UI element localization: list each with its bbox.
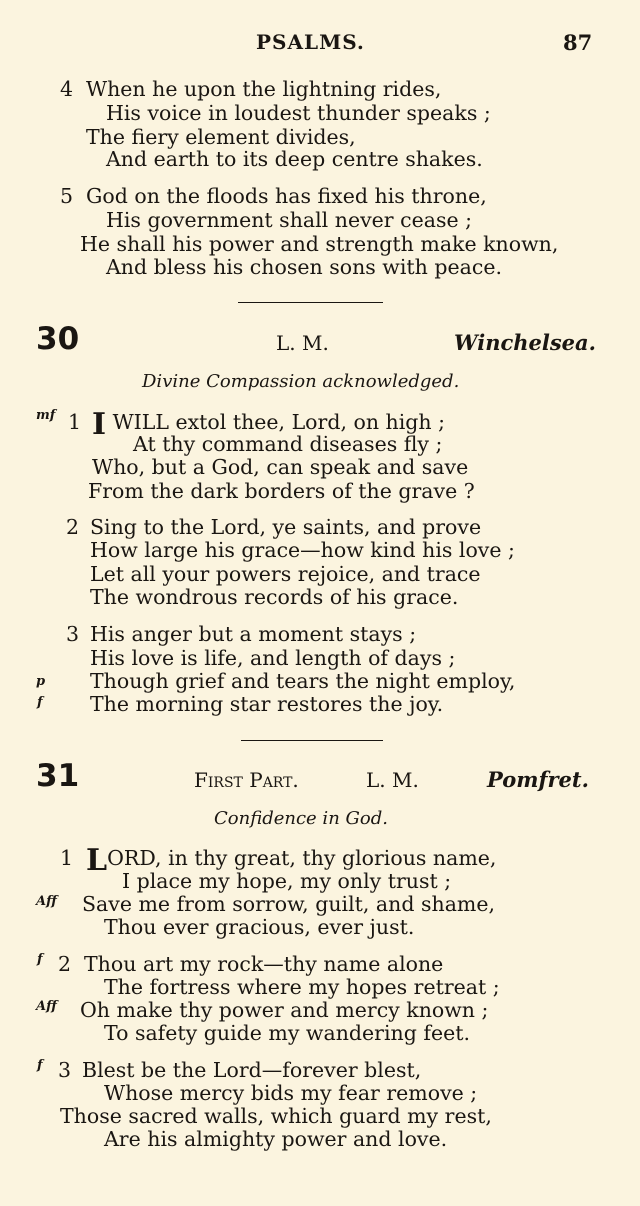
verse-line: His voice in loudest thunder speaks ; [106,101,491,125]
dynamic-marking: Aff [36,999,57,1014]
verse-line: I place my hope, my only trust ; [122,869,452,893]
hymn-subject: Confidence in God. [214,808,388,829]
verse-line: Save me from sorrow, guilt, and shame, [82,892,496,916]
running-title: PSALMS. [256,30,365,54]
verse-number: 2 [58,952,72,976]
verse-line: His government shall never cease ; [106,208,473,232]
verse-line: Thou ever gracious, ever just. [104,915,415,939]
verse-line: And earth to its deep centre shakes. [106,147,483,171]
verse-line: Let all your powers rejoice, and trace [90,562,481,586]
verse-line: His love is life, and length of days ; [90,646,456,670]
verse-number: 2 [66,515,80,539]
verse-line: Blest be the Lord—forever blest, [82,1058,422,1082]
page-header [0,30,640,58]
hymn-meter: L. M. [366,768,419,792]
verse-line: When he upon the lightning rides, [86,77,442,101]
verse-line-first: LORD, in thy great, thy glorious name, [86,843,497,878]
verse-number: 4 [60,77,74,101]
verse-line: His anger but a moment stays ; [90,622,417,646]
verse-number: 1 [60,846,74,870]
verse-line: Are his almighty power and love. [104,1127,448,1151]
verse-number: 1 [68,410,82,434]
section-divider [241,740,383,741]
dynamic-marking: f [37,1058,43,1073]
tune-name: Winchelsea. [454,330,596,355]
drop-cap: I [92,407,107,442]
verse-line: Whose mercy bids my fear remove ; [104,1081,478,1105]
verse-line: He shall his power and strength make known, [80,232,559,256]
verse-line: The wondrous records of his grace. [90,585,459,609]
verse-line: Thou art my rock—thy name alone [84,952,444,976]
drop-cap: L [86,843,108,878]
verse-line-first: I WILL extol thee, Lord, on high ; [92,407,446,442]
verse-line: How large his grace—how kind his love ; [90,538,515,562]
verse-line: To safety guide my wandering feet. [104,1021,470,1045]
verse-line: And bless his chosen sons with peace. [106,255,502,279]
hymn-subject: Divine Compassion acknowledged. [142,371,460,392]
verse-number: 3 [58,1058,72,1082]
verse-line: Those sacred walls, which guard my rest, [60,1104,492,1128]
verse-line: Oh make thy power and mercy known ; [80,998,489,1022]
dynamic-marking: p [36,674,46,689]
verse-line: Though grief and tears the night employ, [90,669,516,693]
section-divider [238,302,383,303]
verse-number: 3 [66,622,80,646]
dynamic-marking: f [37,952,43,967]
dynamic-marking: Aff [36,894,57,909]
hymn-number: 31 [36,758,80,794]
verse-line: Who, but a God, can speak and save [92,455,469,479]
verse-line: From the dark borders of the grave ? [88,479,475,503]
verse-line: At thy command diseases fly ; [133,432,443,456]
dynamic-marking: mf [36,408,56,423]
verse-line: The fiery element divides, [86,125,356,149]
verse-line: The morning star restores the joy. [90,692,444,716]
verse-line: God on the floods has fixed his throne, [86,184,487,208]
page-number: 87 [563,30,593,55]
verse-line: The fortress where my hopes retreat ; [104,975,500,999]
verse-line: Sing to the Lord, ye saints, and prove [90,515,482,539]
hymn-part: First Part. [194,768,299,792]
tune-name: Pomfret. [487,767,589,792]
verse-number: 5 [60,184,74,208]
hymn-meter: L. M. [276,331,329,355]
dynamic-marking: f [37,695,43,710]
hymn-number: 30 [36,321,80,357]
